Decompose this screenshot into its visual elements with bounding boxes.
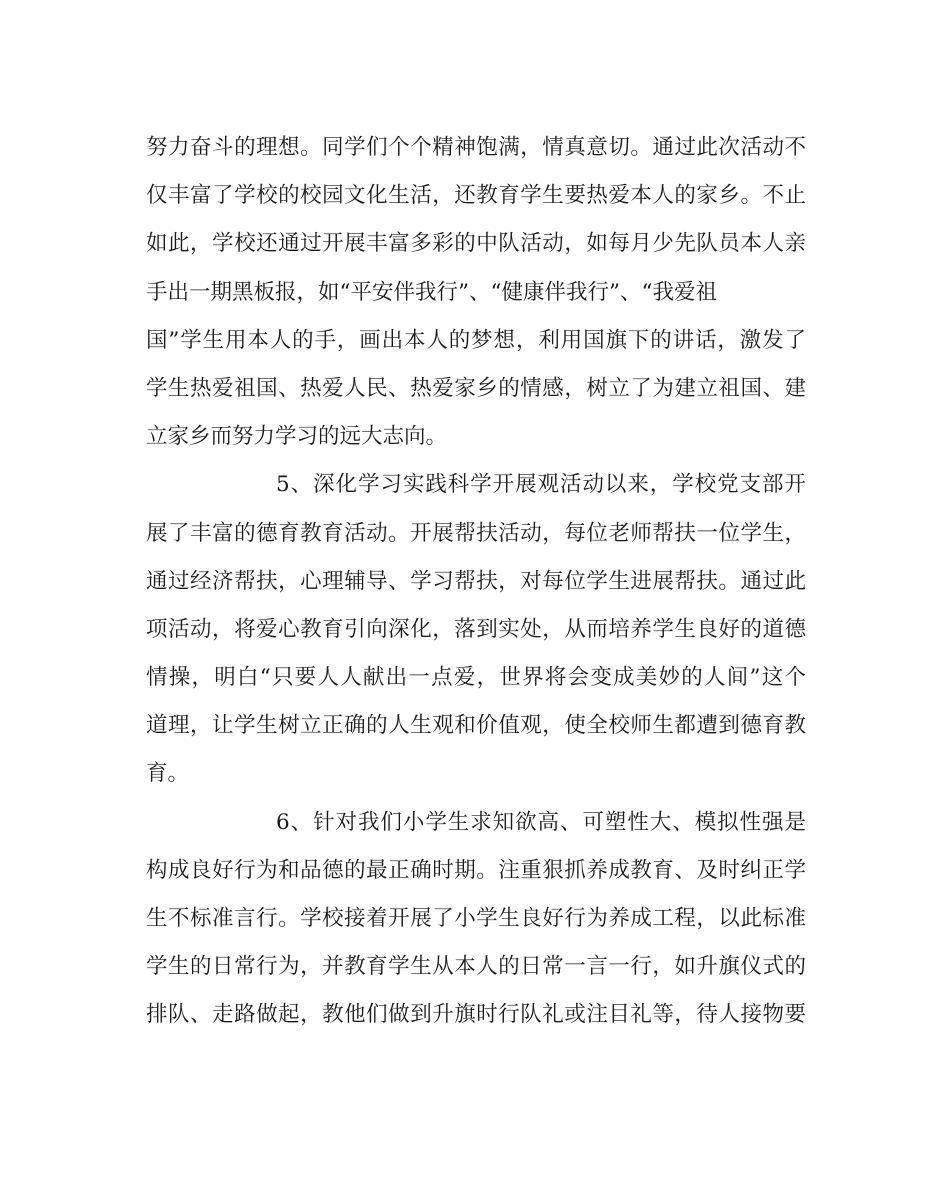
text-line: 学生的日常行为，并教育学生从本人的日常一言一行，如升旗仪式的 (146, 954, 806, 980)
text-line: 立家乡而努力学习的远大志向。 (146, 424, 448, 450)
text-line: 5、深化学习实践科学开展观活动以来，学校党支部开 (276, 472, 806, 498)
text-line: 育。 (146, 761, 190, 787)
text-line: 情操，明白“只要人人献出一点爱，世界将会变成美妙的人间”这个 (146, 665, 806, 691)
text-line: 仅丰富了学校的校园文化生活，还教育学生要热爱本人的家乡。不止 (146, 183, 806, 209)
text-line: 道理，让学生树立正确的人生观和价值观，使全校师生都遭到德育教 (146, 713, 806, 739)
text-line: 生不标准言行。学校接着开展了小学生良好行为养成工程，以此标准 (146, 906, 806, 931)
text-line: 展了丰富的德育教育活动。开展帮扶活动，每位老师帮扶一位学生， (146, 520, 806, 546)
body-text (146, 124, 806, 1040)
text-line: 学生热爱祖国、热爱人民、热爱家乡的情感，树立了为建立祖国、建 (146, 375, 806, 401)
text-line: 如此，学校还通过开展丰富多彩的中队活动，如每月少先队员本人亲 (146, 231, 806, 257)
text-line: 手出一期黑板报，如“平安伴我行”、“健康伴我行”、“我爱祖 (146, 279, 717, 305)
text-line: 国”学生用本人的手，画出本人的梦想，利用国旗下的讲话，激发了 (146, 327, 806, 353)
text-line: 6、针对我们小学生求知欲高、可塑性大、模拟性强是 (276, 809, 806, 835)
text-line: 努力奋斗的理想。同学们个个精神饱满，情真意切。通过此次活动不 (146, 135, 806, 160)
text-line: 项活动，将爱心教育引向深化，落到实处，从而培养学生良好的道德 (146, 616, 806, 642)
text-line: 构成良好行为和品德的最正确时期。注重狠抓养成教育、及时纠正学 (146, 857, 806, 883)
text-line: 排队、走路做起，教他们做到升旗时行队礼或注目礼等，待人接物要 (146, 1002, 806, 1028)
text-line: 通过经济帮扶，心理辅导、学习帮扶，对每位学生进展帮扶。通过此 (146, 568, 806, 594)
